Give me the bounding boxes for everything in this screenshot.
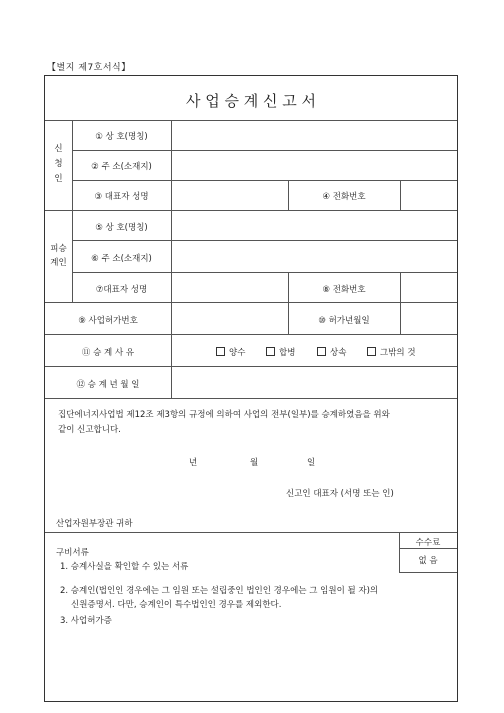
permit-number-label: ⑨ 사업허가번호 xyxy=(78,316,138,326)
option-label: 그밖의 것 xyxy=(380,348,416,358)
rule-statement-bottom xyxy=(45,532,457,533)
predecessor-name-field[interactable] xyxy=(172,211,457,240)
form-frame xyxy=(44,75,458,702)
checkbox[interactable] xyxy=(317,347,326,356)
document-item-2: 2. 승계인(법인인 경우에는 그 임원 또는 설립중인 법인인 경우에는 그 임원이 될 자)의 xyxy=(60,586,379,596)
addressee: 산업자원부장관 귀하 xyxy=(56,519,133,529)
declarant-phone-field[interactable] xyxy=(401,181,457,210)
declarant-phone-label: ④ 전화번호 xyxy=(322,192,366,202)
date-month: 월 xyxy=(250,458,259,468)
predecessor-side-label xyxy=(45,242,72,270)
statement-line-2: 같이 신고합니다. xyxy=(58,425,121,435)
side-line: 계인 xyxy=(50,258,67,268)
declarant-name-label: ① 상 호(명칭) xyxy=(95,132,148,142)
side-char: 신 xyxy=(54,144,63,154)
option-label: 양수 xyxy=(229,348,246,358)
predecessor-phone-field[interactable] xyxy=(401,273,457,302)
declarant-side-label xyxy=(45,142,72,187)
permit-number-field[interactable] xyxy=(172,303,288,334)
predecessor-rep-label: ⑦대표자 성명 xyxy=(95,285,148,295)
permit-date-field[interactable] xyxy=(401,303,457,334)
declarant-address-field[interactable] xyxy=(172,151,457,180)
side-label-divider xyxy=(72,120,73,302)
fee-label: 수수료 xyxy=(415,538,441,548)
checkbox[interactable] xyxy=(367,347,376,356)
side-char: 인 xyxy=(54,174,63,184)
statement-line-1: 집단에너지사업법 제12조 제3항의 규정에 의하여 사업의 전부(일부)를 승계하였음을 위와 xyxy=(58,410,390,420)
reason-option-inheritance[interactable] xyxy=(317,346,346,358)
fee-box-divider xyxy=(399,548,457,549)
fee-value: 없 음 xyxy=(418,556,438,566)
checkbox[interactable] xyxy=(216,347,225,356)
succession-date-field[interactable] xyxy=(172,367,457,398)
predecessor-phone-label: ⑧ 전화번호 xyxy=(322,285,366,295)
fee-box-bottom xyxy=(399,572,457,573)
option-label: 합병 xyxy=(279,348,296,358)
predecessor-name-label: ⑤ 상 호(명칭) xyxy=(95,223,148,233)
documents-heading: 구비서류 xyxy=(56,548,89,558)
date-day: 일 xyxy=(307,458,316,468)
rule-date-bottom xyxy=(45,398,457,399)
declarant-name-field[interactable] xyxy=(172,121,457,150)
document-item-1: 1. 승계사실을 확인할 수 있는 서류 xyxy=(60,562,189,572)
reason-option-transfer[interactable] xyxy=(216,346,245,358)
reason-label: ⑪ 승 계 사 유 xyxy=(81,348,135,358)
signer-line: 신고인 대표자 (서명 또는 인) xyxy=(286,489,394,499)
reason-option-merger[interactable] xyxy=(266,346,295,358)
predecessor-address-field[interactable] xyxy=(172,241,457,272)
permit-date-label: ⑩ 허가년월일 xyxy=(318,316,370,326)
date-year: 년 xyxy=(189,458,198,468)
form-title-text: 사 업 승 계 신 고 서 xyxy=(185,92,317,110)
succession-date-label: ⑫ 승 계 년 월 일 xyxy=(76,380,140,390)
option-label: 상속 xyxy=(330,348,347,358)
declarant-rep-label: ③ 대표자 성명 xyxy=(94,192,149,202)
predecessor-rep-field[interactable] xyxy=(172,273,288,302)
rule xyxy=(45,334,457,335)
declarant-rep-field[interactable] xyxy=(172,181,288,210)
side-char: 청 xyxy=(54,159,63,169)
document-item-3: 3. 사업허가증 xyxy=(60,616,112,626)
predecessor-address-label: ⑥ 주 소(소재지) xyxy=(91,254,152,264)
document-item-2-cont: 신원증명서. 다만, 승계인이 특수법인인 경우를 제외한다. xyxy=(71,600,282,610)
checkbox[interactable] xyxy=(266,347,275,356)
form-title xyxy=(45,90,457,111)
declarant-address-label: ② 주 소(소재지) xyxy=(91,162,152,172)
form-number: 【별지 제7호서식】 xyxy=(47,63,131,73)
reason-option-other[interactable] xyxy=(367,346,416,358)
side-line: 피승 xyxy=(50,244,67,254)
